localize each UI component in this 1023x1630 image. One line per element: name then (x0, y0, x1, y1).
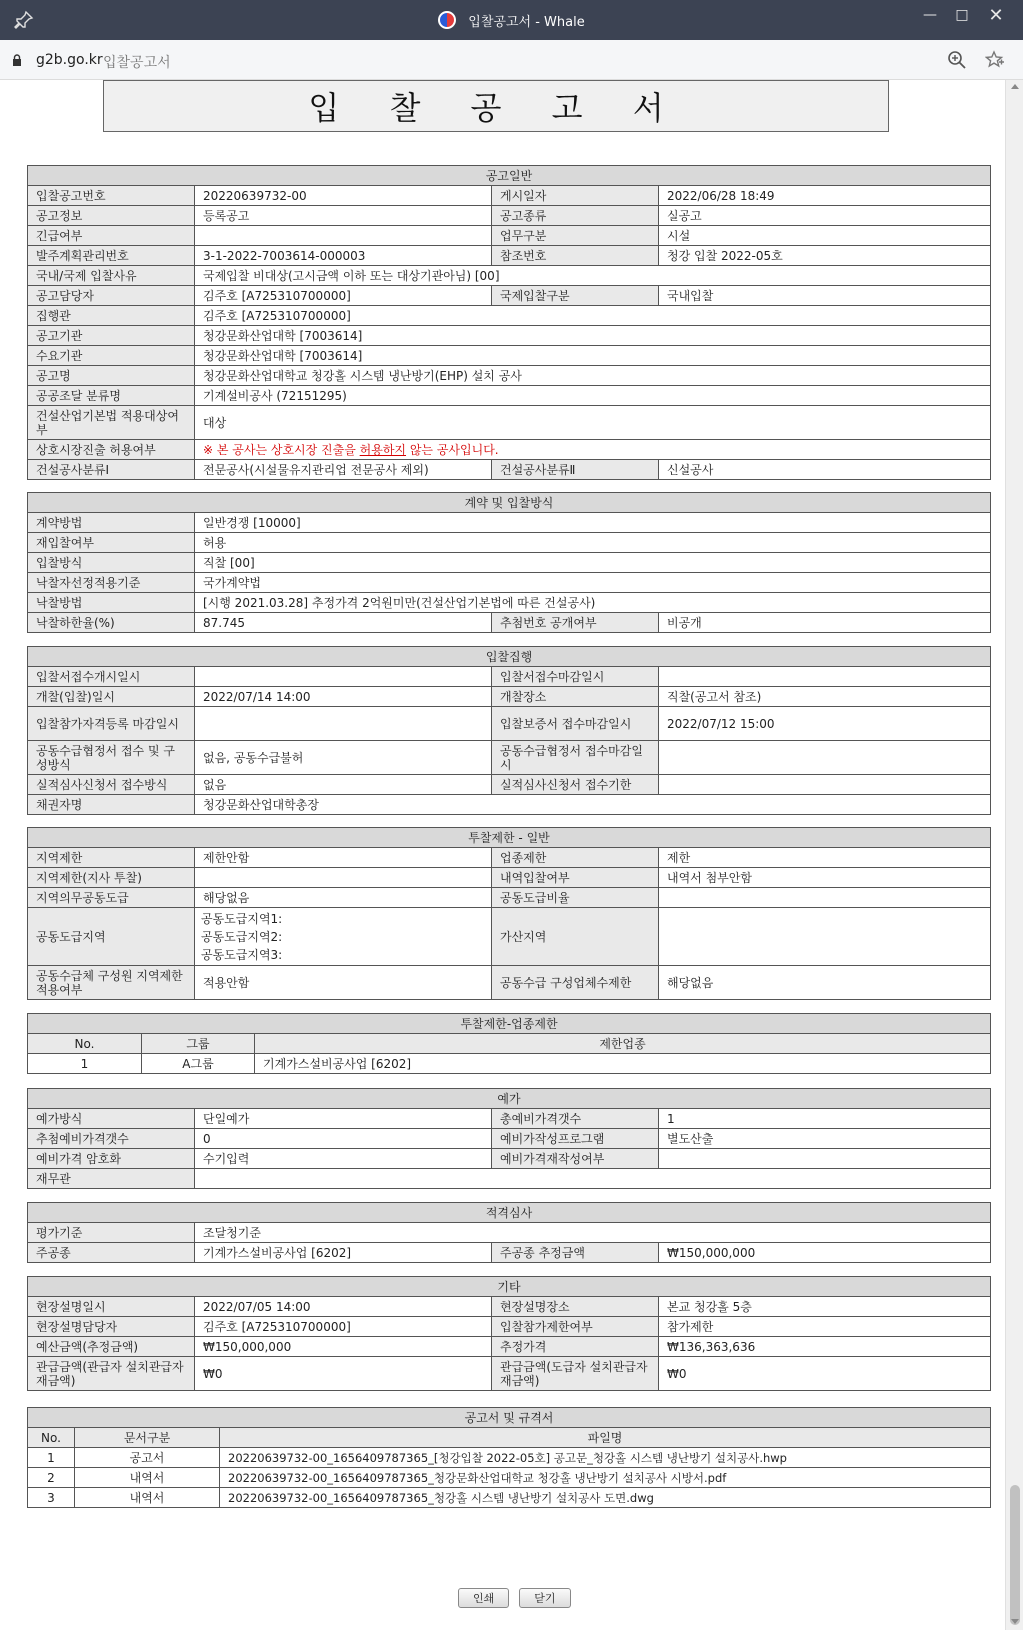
field-value: 기계가스설비공사업 [6202] (195, 1243, 492, 1263)
maximize-button[interactable]: □ (955, 7, 969, 23)
field-label: 국제입찰구분 (492, 286, 659, 306)
section-header: 적격심사 (28, 1203, 991, 1223)
field-label: 업무구분 (492, 226, 659, 246)
joint-region-2: 공동도급지역2: (201, 929, 283, 944)
close-window-button[interactable]: ✕ (988, 4, 1004, 26)
field-value (659, 667, 991, 687)
field-value: 20220639732-00 (195, 186, 492, 206)
file-link[interactable]: 20220639732-00_1656409787365_청강홀 시스템 냉난방기 설치공사 도면.dwg (220, 1488, 991, 1508)
table-row (28, 1448, 991, 1468)
field-value: 2022/06/28 18:49 (659, 186, 991, 206)
field-label: 지역제한 (28, 848, 195, 868)
section-header: 입찰집행 (28, 647, 991, 667)
field-label: 관급금액(도급자 설치관급자재금액) (492, 1357, 659, 1391)
field-value (195, 707, 492, 741)
field-value: 제한안함 (195, 848, 492, 868)
cell-industry: 기계가스설비공사업 [6202] (255, 1054, 991, 1074)
cell-group: A그룹 (142, 1054, 255, 1074)
field-label: 재무관 (28, 1169, 195, 1189)
field-label: 실적심사신청서 접수기한 (492, 775, 659, 795)
section-qualification (27, 1202, 991, 1263)
table-row (28, 868, 991, 888)
section-bid-restriction (27, 827, 991, 1000)
field-label: 지역제한(지사 투찰) (28, 868, 195, 888)
notice-underlined-text: 허용하지 (359, 442, 407, 457)
zoom-in-icon[interactable] (947, 50, 967, 70)
field-value: 2022/07/05 14:00 (195, 1297, 492, 1317)
field-value: 등록공고 (195, 206, 492, 226)
column-header: No. (28, 1034, 142, 1054)
joint-contract-regions (195, 908, 492, 966)
field-label: 발주계획관리번호 (28, 246, 195, 266)
table-row (28, 386, 991, 406)
field-label: 입찰참가제한여부 (492, 1317, 659, 1337)
table-row (28, 1223, 991, 1243)
field-label: 공동수급 구성업체수제한 (492, 966, 659, 1000)
field-label: 상호시장진출 허용여부 (28, 440, 195, 460)
field-value: [시행 2021.03.28] 추정가격 2억원미만(건설산업기본법에 따른 건설공사) (195, 593, 991, 613)
field-label: 공동수급체 구성원 지역제한적용여부 (28, 966, 195, 1000)
field-value: 별도산출 (659, 1129, 991, 1149)
scrollbar-thumb[interactable] (1010, 1485, 1020, 1625)
field-value: 청강문화산업대학교 청강홀 시스템 냉난방기(EHP) 설치 공사 (195, 366, 991, 386)
field-label: 현장설명일시 (28, 1297, 195, 1317)
field-label: 낙찰자선정적용기준 (28, 573, 195, 593)
table-row (28, 613, 991, 633)
cell-no: 3 (28, 1488, 75, 1508)
field-label: 개찰장소 (492, 687, 659, 707)
table-row (28, 1337, 991, 1357)
field-value: 직찰 [00] (195, 553, 991, 573)
table-row (28, 667, 991, 687)
field-value: 수기입력 (195, 1149, 492, 1169)
cell-no: 1 (28, 1054, 142, 1074)
field-label: 게시일자 (492, 186, 659, 206)
field-label: 공고종류 (492, 206, 659, 226)
scroll-down-icon[interactable] (1011, 1619, 1019, 1624)
field-value: 대상 (195, 406, 991, 440)
table-row (28, 533, 991, 553)
section-industry-restriction (27, 1013, 991, 1074)
section-header: 예가 (28, 1089, 991, 1109)
field-label: 현장설명담당자 (28, 1317, 195, 1337)
address-bar (0, 40, 1023, 80)
field-value: 일반경쟁 [10000] (195, 513, 991, 533)
field-value: 0 (195, 1129, 492, 1149)
field-label: 입찰서접수마감일시 (492, 667, 659, 687)
field-label: 주공종 추정금액 (492, 1243, 659, 1263)
field-value: 단일예가 (195, 1109, 492, 1129)
field-label: 긴급여부 (28, 226, 195, 246)
section-general (27, 165, 991, 480)
section-reserve-price (27, 1088, 991, 1189)
file-link[interactable]: 20220639732-00_1656409787365_[청강입찰 2022-05호] 공고문_청강홀 시스템 냉난방기 설치공사.hwp (220, 1448, 991, 1468)
field-label: 개찰(입찰)일시 (28, 687, 195, 707)
column-header: 파일명 (220, 1428, 991, 1448)
field-value: 김주호 [A725310700000] (195, 286, 492, 306)
field-value: 2022/07/14 14:00 (195, 687, 492, 707)
field-value: 청강 입찰 2022-05호 (659, 246, 991, 266)
table-row (28, 266, 991, 286)
field-value (195, 868, 492, 888)
field-value (659, 888, 991, 908)
field-value: ₩150,000,000 (195, 1337, 492, 1357)
field-value: 조달청기준 (195, 1223, 991, 1243)
lock-icon (12, 54, 22, 66)
url-page-title[interactable]: 입찰공고서 (103, 55, 171, 71)
table-row (28, 573, 991, 593)
field-value: 87.745 (195, 613, 492, 633)
field-label: 공동수급협정서 접수마감일시 (492, 741, 659, 775)
field-value: 기계설비공사 (72151295) (195, 386, 991, 406)
field-value (195, 667, 492, 687)
table-row (28, 306, 991, 326)
table-row (28, 707, 991, 741)
field-value (659, 775, 991, 795)
table-row (28, 1468, 991, 1488)
cell-doc-type: 공고서 (75, 1448, 220, 1468)
field-value (659, 908, 991, 966)
table-row (28, 346, 991, 366)
field-value: 청강문화산업대학 [7003614] (195, 326, 991, 346)
table-header-row (28, 1428, 991, 1448)
close-button[interactable]: 닫기 (519, 1588, 570, 1608)
field-label: 추첨번호 공개여부 (492, 613, 659, 633)
field-value: 김주호 [A725310700000] (195, 1317, 492, 1337)
field-label: 국내/국제 입찰사유 (28, 266, 195, 286)
whale-logo-icon (438, 11, 456, 29)
section-bid-execution (27, 646, 991, 815)
table-row (28, 1129, 991, 1149)
field-value: 실공고 (659, 206, 991, 226)
table-row (28, 1357, 991, 1391)
table-row (28, 553, 991, 573)
field-value: 참가제한 (659, 1317, 991, 1337)
field-value: 2022/07/12 15:00 (659, 707, 991, 741)
field-label: 공동도급지역 (28, 908, 195, 966)
notice-text: ※ 본 공사는 상호시장 진출을 (203, 442, 360, 457)
table-row (28, 206, 991, 226)
field-label: 입찰공고번호 (28, 186, 195, 206)
field-value: 1 (659, 1109, 991, 1129)
table-row (28, 186, 991, 206)
field-label: 수요기관 (28, 346, 195, 366)
field-label: 채권자명 (28, 795, 195, 815)
joint-region-1: 공동도급지역1: (201, 911, 283, 926)
field-label: 공고명 (28, 366, 195, 386)
field-label: 공공조달 분류명 (28, 386, 195, 406)
field-label: 현장설명장소 (492, 1297, 659, 1317)
joint-region-3: 공동도급지역3: (201, 947, 283, 962)
field-value: 전문공사(시설물유지관리업 전문공사 제외) (195, 460, 492, 480)
table-row (28, 687, 991, 707)
table-row (28, 246, 991, 266)
field-value: 3-1-2022-7003614-000003 (195, 246, 492, 266)
table-row (28, 1488, 991, 1508)
field-label: 가산지역 (492, 908, 659, 966)
table-row (28, 1243, 991, 1263)
cell-no: 2 (28, 1468, 75, 1488)
table-row (28, 513, 991, 533)
field-label: 재입찰여부 (28, 533, 195, 553)
table-row (28, 406, 991, 440)
table-row (28, 908, 991, 966)
table-row (28, 1149, 991, 1169)
field-value: 직찰(공고서 참조) (659, 687, 991, 707)
table-row (28, 366, 991, 386)
section-attachments (27, 1407, 991, 1508)
table-row (28, 1169, 991, 1189)
table-row (28, 966, 991, 1000)
window-titlebar (0, 0, 1023, 40)
field-label: 지역의무공동도급 (28, 888, 195, 908)
field-label: 낙찰하한율(%) (28, 613, 195, 633)
field-label: 입찰참가자격등록 마감일시 (28, 707, 195, 741)
field-value: 허용 (195, 533, 991, 553)
market-entry-notice (195, 440, 991, 460)
field-label: 공고정보 (28, 206, 195, 226)
vertical-scrollbar[interactable] (1005, 80, 1023, 1630)
field-value (195, 226, 492, 246)
field-label: 예비가격 암호화 (28, 1149, 195, 1169)
field-value: 청강문화산업대학총장 (195, 795, 991, 815)
print-button[interactable]: 인쇄 (458, 1588, 509, 1608)
field-value: 청강문화산업대학 [7003614] (195, 346, 991, 366)
field-value: 해당없음 (659, 966, 991, 1000)
field-label: 업종제한 (492, 848, 659, 868)
section-header: 투찰제한 - 일반 (28, 828, 991, 848)
field-label: 실적심사신청서 접수방식 (28, 775, 195, 795)
field-label: 내역입찰여부 (492, 868, 659, 888)
field-label: 집행관 (28, 306, 195, 326)
field-label: 예비가작성프로그램 (492, 1129, 659, 1149)
field-label: 건설공사분류Ⅱ (492, 460, 659, 480)
field-value: 내역서 첨부안함 (659, 868, 991, 888)
table-row (28, 775, 991, 795)
cell-no: 1 (28, 1448, 75, 1468)
field-value (195, 1169, 991, 1189)
column-header: 그룹 (142, 1034, 255, 1054)
table-row (28, 888, 991, 908)
bookmark-star-icon[interactable] (985, 50, 1005, 70)
field-value: 시설 (659, 226, 991, 246)
section-header: 공고일반 (28, 166, 991, 186)
table-row (28, 1317, 991, 1337)
scroll-up-icon[interactable] (1011, 84, 1019, 89)
field-label: 추정가격 (492, 1337, 659, 1357)
field-value: 적용안함 (195, 966, 492, 1000)
field-value: 없음, 공동수급불허 (195, 741, 492, 775)
table-row (28, 460, 991, 480)
table-row (28, 593, 991, 613)
field-label: 낙찰방법 (28, 593, 195, 613)
table-row (28, 440, 991, 460)
field-value: ₩136,363,636 (659, 1337, 991, 1357)
page-content (0, 80, 1005, 1630)
table-header-row (28, 1034, 991, 1054)
document-title: 입 찰 공 고 서 (103, 80, 889, 132)
section-header: 공고서 및 규격서 (28, 1408, 991, 1428)
field-value: 해당없음 (195, 888, 492, 908)
field-label: 공고기관 (28, 326, 195, 346)
table-row (28, 795, 991, 815)
field-label: 건설공사분류Ⅰ (28, 460, 195, 480)
field-label: 관급금액(관급자 설치관급자재금액) (28, 1357, 195, 1391)
table-row (28, 1054, 991, 1074)
window-title: 입찰공고서 - Whale (468, 14, 585, 30)
field-value: 국가계약법 (195, 573, 991, 593)
field-label: 주공종 (28, 1243, 195, 1263)
field-value: 국제입찰 비대상(고시금액 이하 또는 대상기관아님) [00] (195, 266, 991, 286)
field-value: 김주호 [A725310700000] (195, 306, 991, 326)
table-row (28, 1297, 991, 1317)
table-row (28, 326, 991, 346)
cell-doc-type: 내역서 (75, 1488, 220, 1508)
section-etc (27, 1276, 991, 1391)
field-value: ₩0 (659, 1357, 991, 1391)
column-header: 문서구분 (75, 1428, 220, 1448)
field-label: 예산금액(추정금액) (28, 1337, 195, 1357)
field-label: 계약방법 (28, 513, 195, 533)
section-header: 기타 (28, 1277, 991, 1297)
cell-doc-type: 내역서 (75, 1468, 220, 1488)
field-value: 신설공사 (659, 460, 991, 480)
minimize-button[interactable]: — (923, 7, 937, 23)
table-row (28, 226, 991, 246)
field-value (659, 1149, 991, 1169)
field-label: 공고담당자 (28, 286, 195, 306)
field-label: 참조번호 (492, 246, 659, 266)
field-value: 없음 (195, 775, 492, 795)
notice-text: 않는 공사입니다. (406, 442, 499, 457)
table-row (28, 1109, 991, 1129)
field-value: 국내입찰 (659, 286, 991, 306)
column-header: 제한업종 (255, 1034, 991, 1054)
field-label: 입찰방식 (28, 553, 195, 573)
field-label: 예가방식 (28, 1109, 195, 1129)
field-label: 입찰서접수개시일시 (28, 667, 195, 687)
field-label: 건설산업기본법 적용대상여부 (28, 406, 195, 440)
field-label: 총예비가격갯수 (492, 1109, 659, 1129)
field-value: ₩0 (195, 1357, 492, 1391)
field-label: 공동도급비율 (492, 888, 659, 908)
field-value: 비공개 (659, 613, 991, 633)
field-value: 본교 청강홀 5층 (659, 1297, 991, 1317)
table-row (28, 848, 991, 868)
field-label: 예비가격재작성여부 (492, 1149, 659, 1169)
file-link[interactable]: 20220639732-00_1656409787365_청강문화산업대학교 청강홀 냉난방기 설치공사 시방서.pdf (220, 1468, 991, 1488)
field-value: 제한 (659, 848, 991, 868)
section-header: 계약 및 입찰방식 (28, 493, 991, 513)
field-value: ₩150,000,000 (659, 1243, 991, 1263)
field-value (659, 741, 991, 775)
section-header: 투찰제한-업종제한 (28, 1014, 991, 1034)
url-domain[interactable]: g2b.go.kr (36, 52, 103, 68)
field-label: 평가기준 (28, 1223, 195, 1243)
table-row (28, 741, 991, 775)
field-label: 추첨예비가격갯수 (28, 1129, 195, 1149)
column-header: No. (28, 1428, 75, 1448)
section-contract-method (27, 492, 991, 633)
action-buttons (458, 1588, 571, 1608)
field-label: 공동수급협정서 접수 및 구성방식 (28, 741, 195, 775)
field-label: 입찰보증서 접수마감일시 (492, 707, 659, 741)
table-row (28, 286, 991, 306)
